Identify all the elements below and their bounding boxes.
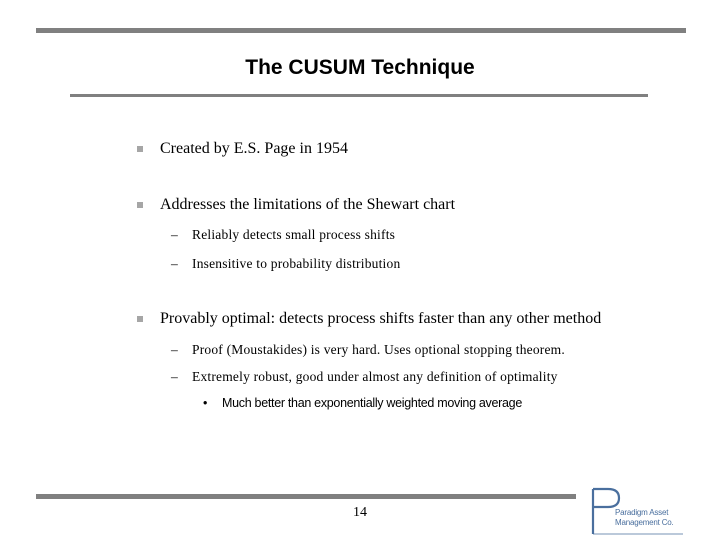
paradigm-logo-icon xyxy=(588,486,688,536)
dash-bullet-icon: – xyxy=(171,256,178,271)
dash-bullet-icon: – xyxy=(171,342,178,357)
square-bullet-icon xyxy=(137,202,143,208)
page-number: 14 xyxy=(353,505,367,520)
top-rule xyxy=(36,28,686,33)
bullet-text: Addresses the limitations of the Shewart chart xyxy=(160,196,456,213)
dash-bullet-icon: – xyxy=(171,369,178,384)
sub-bullet-text: Insensitive to probability distribution xyxy=(192,256,401,271)
bullet-text: Provably optimal: detects process shifts faster than any other method xyxy=(160,310,602,327)
bottom-rule xyxy=(36,494,576,499)
title-underline xyxy=(70,94,648,97)
logo-line-1: Paradigm Asset xyxy=(615,508,669,517)
bullet-text: Created by E.S. Page in 1954 xyxy=(160,140,348,157)
dash-bullet-icon: – xyxy=(171,227,178,242)
logo-line-2: Management Co. xyxy=(615,518,674,527)
slide-title: The CUSUM Technique xyxy=(245,56,475,79)
dot-bullet-icon: • xyxy=(203,396,208,410)
square-bullet-icon xyxy=(137,146,143,152)
sub-bullet-text: Reliably detects small process shifts xyxy=(192,227,396,242)
sub-sub-bullet-text: Much better than exponentially weighted moving average xyxy=(222,396,522,410)
square-bullet-icon xyxy=(137,316,143,322)
sub-bullet-text: Extremely robust, good under almost any definition of optimality xyxy=(192,369,558,384)
sub-bullet-text: Proof (Moustakides) is very hard. Uses optional stopping theorem. xyxy=(192,342,565,357)
